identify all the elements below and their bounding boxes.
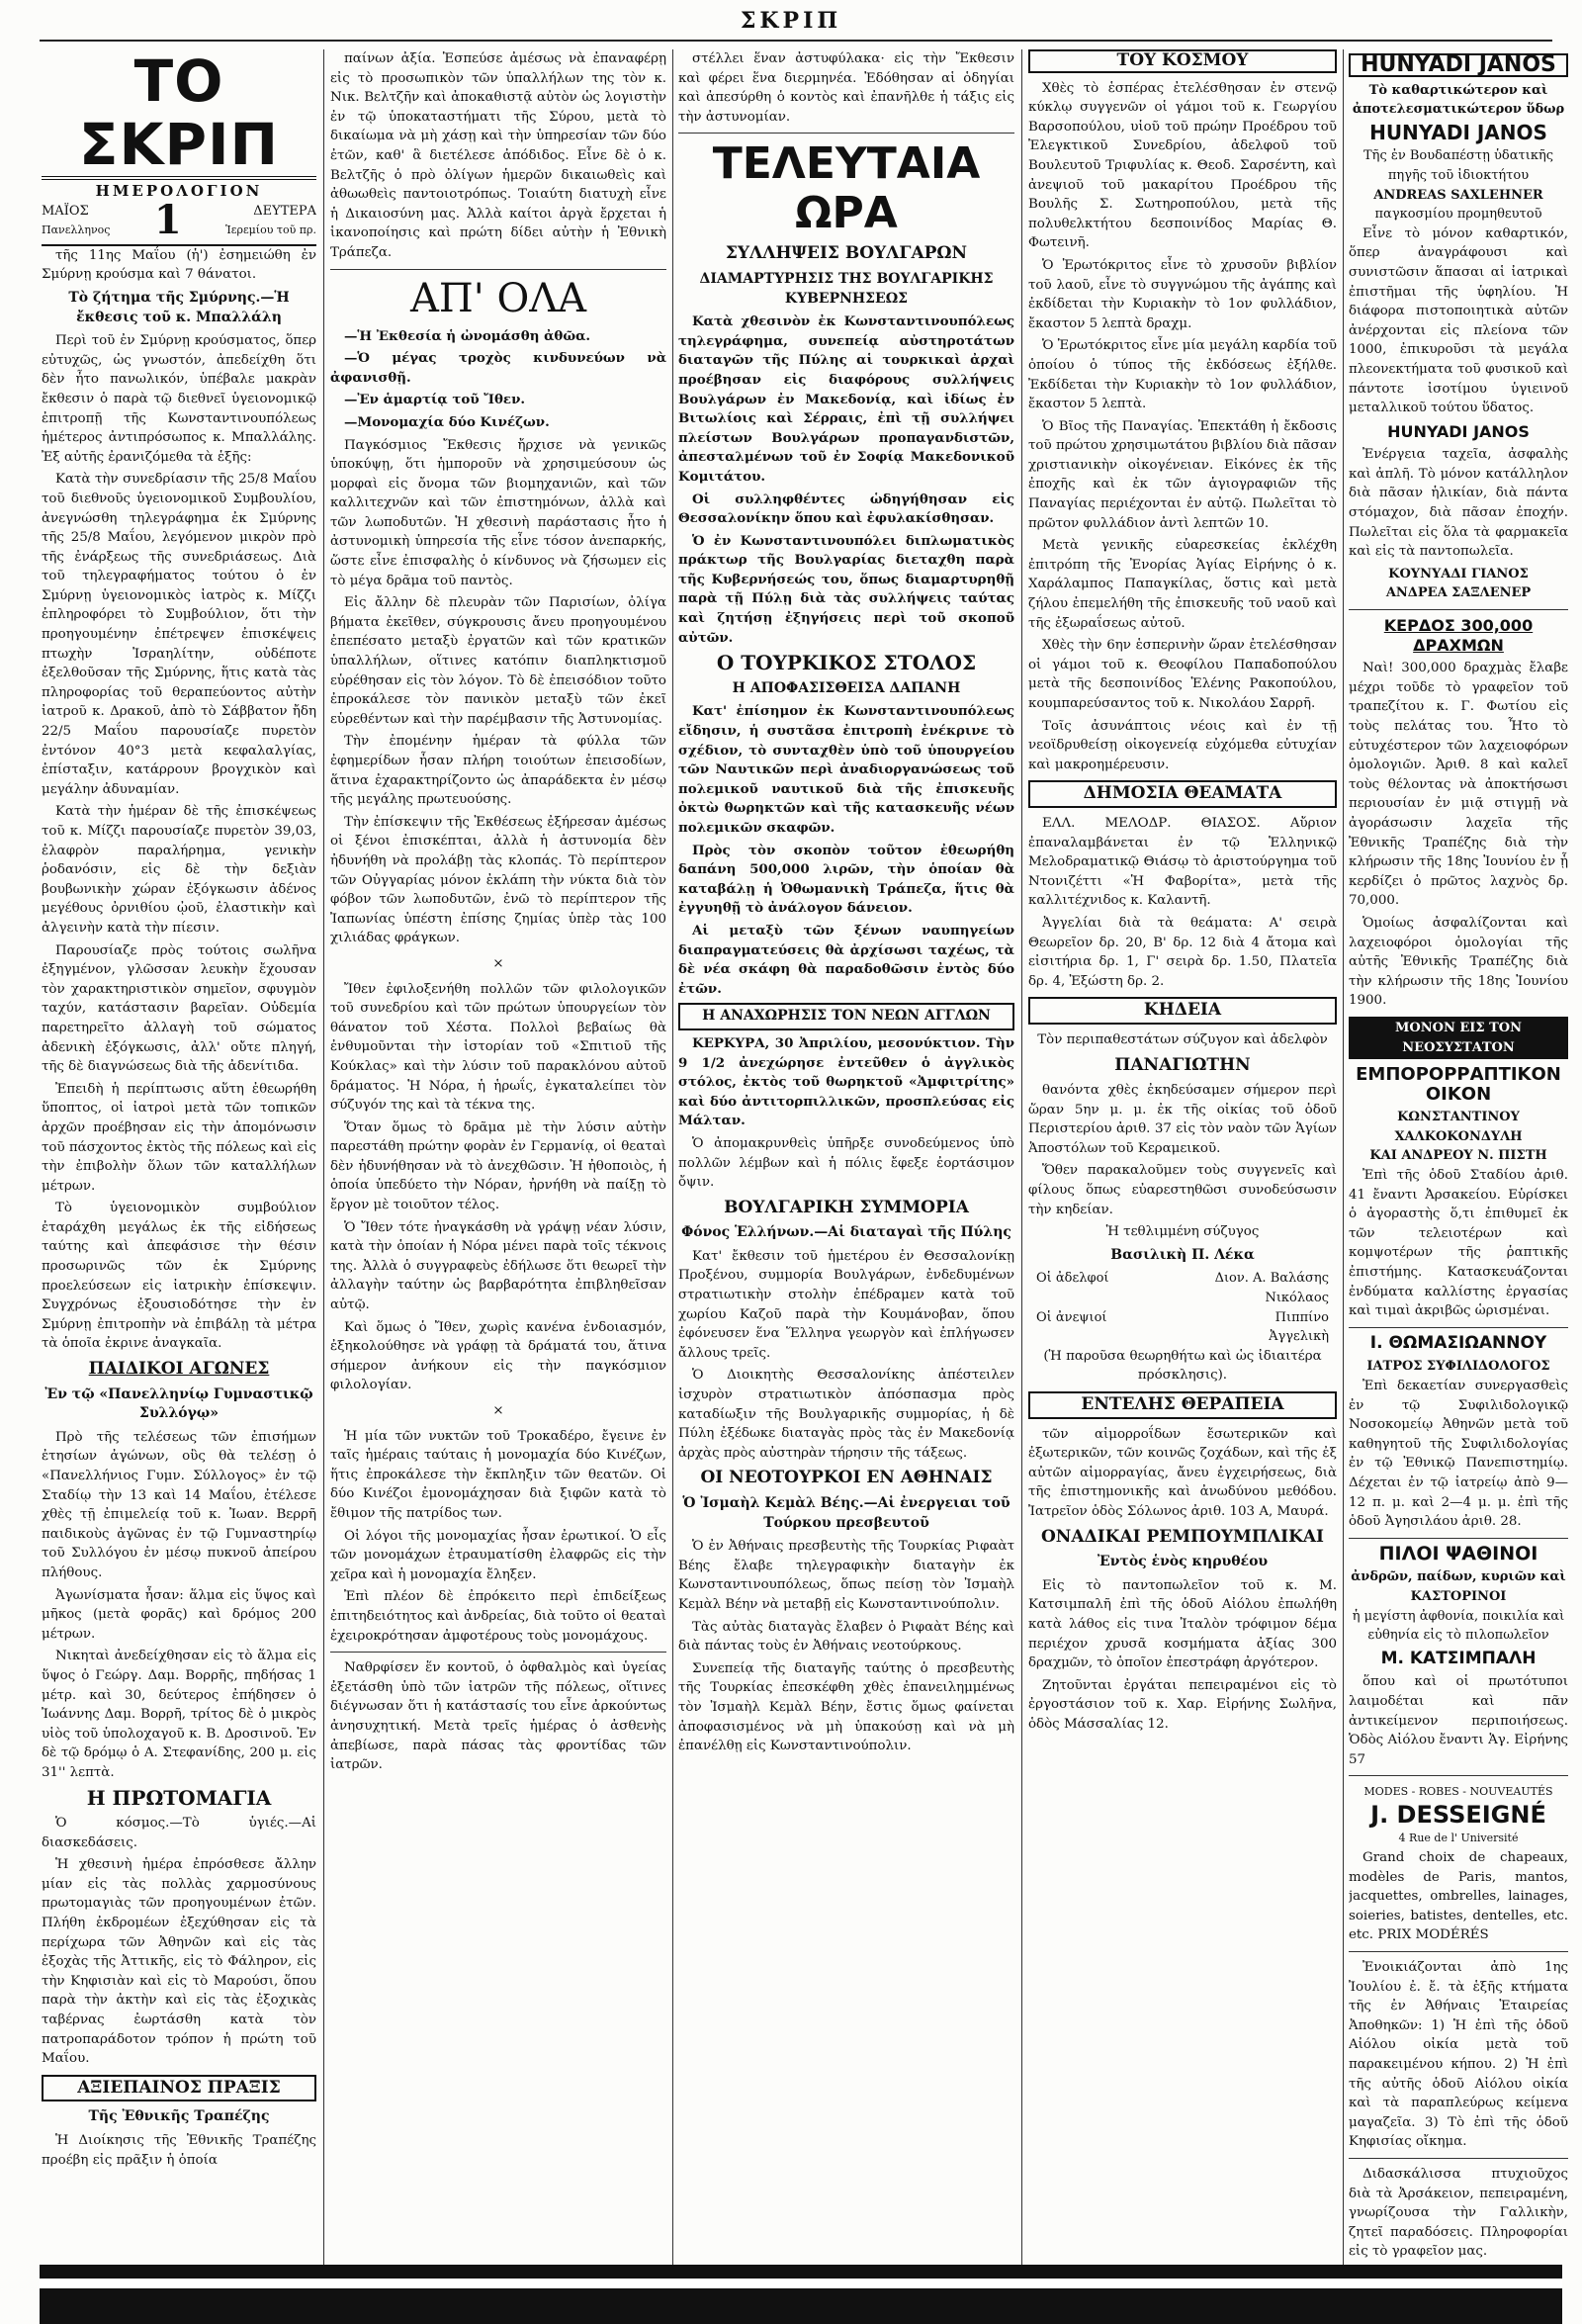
article-paragraph: Ναθρφίσεν ἕν κοντοῦ, ὁ ὀφθαλμὸς καὶ ὑγείας ἐξετάσθη ὑπὸ τῶν ἰατρῶν τῆς πόλεως, οἵτινες διέγνωσαν ὅτι ἡ κατάστασίς του εἶνε ἀρκούντως ἀνησυχητική. Μετὰ τρεῖς ἡμέρας ὁ ἀσθενὴς ἀπεβίωσε, παρὰ πάσας τὰς φροντίδας τῶν ἰατρῶν. <box>330 1660 666 1773</box>
article-heading: Τὸ ζήτημα τῆς Σμύρνης.—Ἡ ἔκθεσις τοῦ κ. Μπαλλάλη <box>68 289 290 325</box>
date-saint-right: Ἱερεμίου τοῦ πρ. <box>225 223 316 237</box>
ad-line: Τὸ καθαρτικώτερον καὶ ἀποτελεσματικώτερον ὕδωρ <box>1352 82 1565 118</box>
column-divider <box>323 49 324 2294</box>
signature-row <box>1028 1269 1337 1289</box>
article-paragraph: Παγκόσμιος Ἔκθεσις ἤρχισε νὰ γενικῶς ὑποκύψῃ, ὅτι ἡμποροῦν νὰ χρησιμεύσουν ὡς μορφαὶ εἰς ὄνομα τῶν βιομηχανιῶν, καὶ τῶν καλλιτεχνῶν καὶ τῶν ἐπιστημόνων, ἀλλὰ καὶ τῶν λωποδυτῶν. Ἡ χθεσινὴ παράστασις ἦτο ἡ ἀστυνομικὴ ὑπηρεσία τῆς εἶνε τόσον ἀνεπαρκής, ὥστε εἶνε ἐπισφαλὴς ὁ κίνδυνος νὰ ζήσωμεν εἰς τὸ μέγα δρᾶμα τοῦ παντὸς. <box>330 437 666 588</box>
signature-name: Ἀγγελικὴ <box>1269 1329 1329 1345</box>
obituary-line: Ἡ τεθλιμμένη σύζυγος <box>1105 1224 1260 1240</box>
summary-line: —Ὁ μέγας τροχὸς κινδυνεύων νὰ ἀφανισθῇ. <box>330 350 666 386</box>
article-paragraph: Χθὲς τὸ ἑσπέρας ἐτελέσθησαν ἐν στενῷ κύκλῳ συγγενῶν οἱ γάμοι τοῦ κ. Γεωργίου Βαρσοπούλου, υἱοῦ τοῦ πρώην Προέδρου τοῦ Ἐλεγκτικοῦ Συνεδρίου, ἀδελφοῦ τοῦ Βουλευτοῦ Τριφυλίας κ. Θεοδ. Σαρσέντη, καὶ ἀνεψιοῦ τοῦ μακαρίτου Προέδρου τῆς Βουλῆς Σ. Σωτηροπούλου, μετὰ τῆς πολυθελκτήτου δεσποινίδος Μαρίας Θ. Φωτεινῆ. <box>1028 80 1337 251</box>
signature-row <box>1028 1308 1337 1328</box>
section-heading: ΑΠ' ΟΛΑ <box>409 275 587 321</box>
signature-row <box>1028 1289 1337 1308</box>
ad-line: HUNYADI JANOS <box>1387 421 1530 441</box>
section-subheading: ΔΙΑΜΑΡΤΥΡΗΣΙΣ ΤΗΣ ΒΟΥΛΓΑΡΙΚΗΣ ΚΥΒΕΡΝΗΣΕΩΣ <box>699 270 994 307</box>
article-paragraph: Ἐπειδὴ ἡ περίπτωσις αὕτη ἐθεωρήθη ὕποπτος, οἱ ἰατροὶ μετὰ τῶν τοπικῶν ἀρχῶν προέβησαν εἰς τὴν ἀπομόνωσιν τοῦ πάσχοντος ἐκτὸς τῆς πόλεως καὶ εἰς τὴν ἐπιβολὴν ὅλων τῶν καταλλήλων μέτρων. <box>42 1081 316 1194</box>
article-paragraph: ΕΛΛ. ΜΕΛΟΔΡ. ΘΙΑΣΟΣ. Αὔριον ἐπαναλαμβάνεται ἐν τῷ Ἑλληνικῷ Μελοδραματικῷ Θιάσῳ τὸ ἀριστούργημα τοῦ Ντονιζέττι «Ἡ Φαβορίτα», μετὰ τῆς καλλιτέχνιδος κ. Καλαντῆ. <box>1028 815 1337 909</box>
ad-text: Διδασκάλισσα πτυχιοῦχος διὰ τὰ Ἀρσάκειον, πεπειραμένη, γνωρίζουσα τὴν Γαλλικὴν, ζητεῖ παραδόσεις. Πληροφορίαι εἰς τὸ γραφεῖον μας. <box>1349 2166 1568 2260</box>
article-paragraph: Ὅθεν παρακαλοῦμεν τοὺς συγγενεῖς καὶ φίλους ὅπως εὐαρεστηθῶσι συνοδεύσωσιν τὴν κηδείαν. <box>1028 1163 1337 1217</box>
signature-role: Οἱ ἀνεψιοί <box>1036 1309 1107 1325</box>
article-paragraph: στέλλει ἕναν ἀστυφύλακα· εἰς τὴν Ἔκθεσιν καὶ φέρει ἕνα διερμηνέα. Ἐδόθησαν αἱ ὁδηγίαι καὶ ἀπεσύρθη ὁ κοντὸς καὶ ἐπανῆλθε ἡ τάξις εἰς τὴν ἀστυνομίαν. <box>678 51 1014 125</box>
article-paragraph: Μετὰ γενικῆς εὐαρεσκείας ἐκλέχθη ἐπιτρόπη τῆς Ἐνορίας Ἁγίας Εἰρήνης ὁ κ. Χαράλαμπος Παπαγκίλας, ὅστις καὶ μετὰ ζήλου ἐπεμελήθη τῆς ἐπισκευῆς τοῦ ναοῦ καὶ τῆς ἐξωραΐσεως αὐτοῦ. <box>1028 538 1337 631</box>
article-paragraph: Τὰς αὐτὰς διαταγὰς ἔλαβεν ὁ Ριφαὰτ Βέης καὶ διὰ πάντας τοὺς ἐν Ἀθήναις νεοτούρκους. <box>678 1619 1014 1654</box>
article-paragraph: Παρουσίαζε πρὸς τούτοις σωλῆνα ἐξηγμένον, γλῶσσαν λευκὴν ἔχουσαν τὸν χαρακτηριστικὸν σημεῖον, σφυγμὸν ταχύν, κατάστασιν βαρεῖαν. Οὐδεμία παρετηρεῖτο ἀλλαγὴ τοῦ σώματος ἀδενικὴ ἐξόγκωσις, ἀλλ' οὔτε πληγή, τῆς δὲ διαγνώσεως διὰ τῆς ἀδενίτιδα. <box>42 942 316 1075</box>
date-weekday: ΔΕΥΤΕΡΑ <box>253 203 316 219</box>
section-subheading: Φόνος Ἑλλήνων.—Αἱ διαταγαὶ τῆς Πύλης <box>681 1224 1011 1241</box>
date-month: ΜΑΪΟΣ <box>42 203 89 219</box>
article-paragraph: Ὁ Ἐρωτόκριτος εἶνε μία μεγάλη καρδία τοῦ ὁποίου ὁ τύπος τῆς ἐκδόσεως ἐξήλθε. Ἐκδίδεται τὴν Κυριακὴν τὸ 1ον φυλλάδιον, ἔκαστον 5 λεπτὰ. <box>1028 338 1337 412</box>
section-heading: ΤΟΥ ΚΟΣΜΟΥ <box>1028 49 1337 73</box>
section-heading: ΔΗΜΟΣΙΑ ΘΕΑΜΑΤΑ <box>1028 780 1337 808</box>
divider <box>330 1652 666 1653</box>
obituary-name: ΠΑΝΑΓΙΩΤΗΝ <box>1114 1054 1251 1075</box>
divider <box>330 269 666 270</box>
top-rule <box>40 40 1552 42</box>
article-paragraph: Ὁ Ἴθεν τότε ἠναγκάσθη νὰ γράψῃ νέαν λύσιν, κατὰ τὴν ὁποίαν ἡ Νόρα μένει παρὰ τοῖς τέκνοις της. Ἀλλὰ ὁ συγγραφεὺς ἐδήλωσε ὅτι θεωρεῖ τὴν ἀλλαγὴν ταύτην ὡς βαρβαρότητα ἐπιβληθεῖσαν αὐτῷ. <box>330 1219 666 1313</box>
article-paragraph: θανόντα χθὲς ἐκηδεύσαμεν σήμερον περὶ ὥραν 5ην μ. μ. ἐκ τῆς οἰκίας τοῦ ὁδοῦ Περιστερίου ἀριθ. 37 εἰς τὸν ναὸν τῶν Ἁγίων Ἀποστόλων τοῦ Κεραμεικοῦ. <box>1028 1083 1337 1156</box>
section-subheading: Τῆς Ἐθνικῆς Τραπέζης <box>88 2108 270 2125</box>
article-paragraph: Τὴν ἐπίσκεψιν τῆς Ἐκθέσεως ἐξήρεσαν ἀμέσως οἱ ξένοι ἐπισκέπται, ἀλλὰ ἡ ἀστυνομία δὲν ἠδυνήθη νὰ προλάβῃ τὰς κλοπάς. Τὸ περίπτερον τῶν Οὐγγαρίας μόνον ἐκλάπη τὴν νύκτα διὰ τὸν φόβον τῶν λωποδυτῶν, ἐνῶ τὸ περίπτερον τῆς Ἰαπωνίας ὑπέστη ἐπίσης ζημίας ὑπὲρ τὰς 100 χιλιάδας φράγκων. <box>330 814 666 946</box>
column-4 <box>1028 49 1337 2294</box>
article-paragraph: Πρὸς τὸν σκοπὸν τοῦτον ἐθεωρήθη δαπάνη 500,000 λιρῶν, τὴν ὁποίαν θὰ καταβάλῃ ἡ Ὀθωμανικὴ Τράπεζα, ἥτις θὰ ἐγγυηθῇ τὸ ἀνάλογον δάνειον. <box>678 842 1014 917</box>
ad-line: Τῆς ἐν Βουδαπέστῃ ὑδατικῆς πηγῆς τοῦ ἰδιοκτήτου <box>1362 148 1554 183</box>
divider <box>1349 1951 1568 1952</box>
divider <box>1349 2158 1568 2159</box>
column-divider <box>1343 49 1344 2294</box>
ad-title: J. DESSEIGNÉ <box>1370 1800 1546 1829</box>
divider <box>1349 609 1568 610</box>
date-number: 1 <box>153 197 182 244</box>
article-paragraph: Ἐπὶ πλέον δὲ ἐπρόκειτο περὶ ἐπιδείξεως ἐπιτηδειότητος καὶ ἀνδρείας, διὰ τοῦτο οἱ θεαταὶ ἐχειροκρότησαν ἀμφοτέρους τοὺς μονομάχους. <box>330 1589 666 1644</box>
masthead-subtitle: ΗΜΕΡΟΛΟΓΙΟΝ <box>95 182 263 200</box>
ad-title: Ι. ΘΩΜΑΣΙΩΑΝΝΟΥ <box>1369 1332 1547 1353</box>
section-subheading: Ὁ Ἰσμαὴλ Κεμὰλ Βέης.—Αἱ ἐνεργειαι τοῦ Τούρκου πρεσβευτοῦ <box>682 1495 1011 1531</box>
ad-title: ΕΜΠΟΡΟΡΡΑΠΤΙΚΟΝ ΟΙΚΟΝ <box>1356 1064 1561 1105</box>
ad-text: Ἐνοικιάζονται ἀπὸ 1ης Ἰουλίου ἐ. ἔ. τὰ ἑξῆς κτήματα τῆς ἐν Ἀθήναις Ἑταιρείας Ἀποθηκῶν: 1) Ἡ ἐπὶ τῆς ὁδοῦ Αἰόλου οἰκία μετὰ τοῦ παρακειμένου κήπου. 2) Ἡ ἐπὶ τῆς αὐτῆς ὁδοῦ Αἰόλου οἰκία καὶ τὰ παραπλεύρως κείμενα μαγαζεῖα. 3) Τὸ ἐπὶ τῆς ὁδοῦ Κηφισίας οἴκημα. <box>1349 1960 1568 2150</box>
ad-banner: ΜΟΝΟΝ ΕΙΣ ΤΟΝ ΝΕΟΣΥΣΤΑΤΟΝ <box>1349 1017 1568 1059</box>
article-paragraph: Πρὸ τῆς τελέσεως τῶν ἐπισήμων ἐτησίων ἀγώνων, οὓς θὰ τελέσῃ ὁ «Πανελλήνιος Γυμν. Σύλλογος» ἐν τῷ Σταδίῳ τὴν 13 καὶ 14 Μαΐου, ἐτέλεσε χθὲς τῇ ἐπιμελείᾳ τοῦ κ. Ἰωαν. Βερρῆ παιδικοὺς ἀγῶνας ἐν τῷ Γυμναστηρίῳ τοῦ Συλλόγου ἐν μέσῳ πυκνοῦ ἀπείρου πλήθους. <box>42 1429 316 1580</box>
column-divider <box>1021 49 1022 2294</box>
section-subheading: Ἐντὸς ἑνὸς κηρυθέου <box>1097 1554 1269 1570</box>
section-heading: ΒΟΥΛΓΑΡΙΚΗ ΣΥΜΜΟΡΙΑ <box>724 1197 969 1217</box>
article-paragraph: Αἱ μεταξὺ τῶν ξένων ναυπηγείων διαπραγματεύσεις θὰ ἀρχίσωσι ταχέως, τὰ δὲ νέα σκάφη θὰ παραδοθῶσιν ἐντὸς δύο ἐτῶν. <box>678 922 1014 997</box>
ad-text: ὅπου καὶ οἱ πρωτότυποι λαιμοδέται καὶ πᾶν ἀντικείμενον περιποιήσεως. Ὁδὸς Αἰόλου ἔναντι Ἁγ. Εἰρήνης 57 <box>1349 1674 1568 1767</box>
ad-line: 4 Rue de l' Université <box>1398 1832 1519 1845</box>
article-paragraph: Ὅταν ὅμως τὸ δρᾶμα μὲ τὴν λύσιν αὐτὴν παρεστάθη πρώτην φορὰν ἐν Γερμανίᾳ, οἱ θεαταὶ δὲν ἠδυνήθησαν νὰ τὸ ἀνεχθῶσιν. Ἡ ἠθοποιὸς, ἡ ὁποία ὑπεδύετο τὴν Νόραν, ἠρνήθη νὰ παίξῃ τὸ ἔργον μὲ τοιοῦτον τέλος. <box>330 1119 666 1213</box>
newspaper-logo: ΤΟ ΣΚΡΙΠ <box>42 49 316 180</box>
ad-text: Ὁμοίως ἀσφαλίζονται καὶ λαχειοφόροι ὁμολογίαι τῆς αὐτῆς Ἐθνικῆς Τραπέζης διὰ τὴν κλήρωσιν τῆς 18ης Ἰουνίου 1900. <box>1349 915 1568 1009</box>
section-heading: ΚΗΔΕΙΑ <box>1028 997 1337 1025</box>
signature-name: Διον. Α. Βαλάσης <box>1214 1271 1329 1287</box>
obituary-signature: Βασιλικὴ Π. Λέκα <box>1110 1246 1255 1263</box>
article-paragraph: τῶν αἱμορροΐδων ἔσωτερικῶν καὶ ἐξωτερικῶν, τῶν κοινῶς ζοχάδων, καὶ τῆς ἐξ αὐτῶν αἱμορραγίας, ἄνευ ἐγχειρήσεως, διὰ τῆς ἐπιστημονικῆς καὶ ἀνωδύνου μεθόδου. Ἰατρεῖον ὁδὸς Σόλωνος ἀριθ. 103 Α, Μαυρά. <box>1028 1426 1337 1519</box>
article-paragraph: Ἴθεν ἐφιλοξενήθη πολλῶν τῶν φιλολογικῶν τοῦ συνεδρίου καὶ τῶν πρώτων ὑπουργείων τὸν θάνατον τοῦ Χέστα. Πολλοὶ βεβαίως θὰ ἐνθυμοῦνται τὴν ἱστορίαν τοῦ «Σπιτιοῦ τῆς Κούκλας» καὶ τὴν λύσιν τοῦ παρακλόνου αὐτοῦ δράματος. Ἡ Νόρα, ἡ ἡρωΐς, ἐγκαταλείπει τὸν σύζυγόν της καὶ τὰ τέκνα της. <box>330 981 666 1114</box>
article-paragraph: Ζητοῦνται ἐργάται πεπειραμένοι εἰς τὸ ἐργοστάσιον τοῦ κ. Χαρ. Εἰρήνης Σωλῆνα, ὁδὸς Μάσσαλίας 12. <box>1028 1677 1337 1732</box>
obituary-note: (Ἡ παροῦσα θεωρηθήτω καὶ ὡς ἰδιαιτέρα πρόσκλησις). <box>1043 1348 1322 1384</box>
ad-title: ΠΙΛΟΙ ΨΑΘΙΝΟΙ <box>1378 1542 1538 1564</box>
ad-line: ΑΝΔΡΕΑ ΣΑΞΛΕΝΕΡ <box>1385 585 1532 601</box>
obituary-line: Τὸν περιπαθεστάτων σύζυγον καὶ ἀδελφὸν <box>1037 1031 1328 1047</box>
ad-title: ΚΕΡΔΟΣ 300,000 ΔΡΑΧΜΩΝ <box>1383 616 1534 655</box>
column-1 <box>42 49 316 2294</box>
article-paragraph: Ὁ Βῖος τῆς Παναγίας. Ἐπεκτάθη ἡ ἔκδοσις τοῦ πρώτου χρησιμωτάτου βιβλίου διὰ πᾶσαν χριστιανικὴν οἰκογένειαν. Εἰκόνες ἐκ τῆς ἐποχῆς καὶ ἐκ τῶν ἁγιογραφιῶν τῆς Παναγίας περιέχονται ἐν αὐτῷ. Πωλεῖται τὸ πρῶτον φυλλάδιον ἀντὶ λεπτῶν 10. <box>1028 418 1337 531</box>
ad-title: HUNYADI JANOS <box>1349 53 1568 77</box>
article-paragraph: Νικηταὶ ἀνεδείχθησαν εἰς τὸ ἅλμα εἰς ὕψος ὁ Γεώργ. Δαμ. Βορρῆς, πηδήσας 1 μέτρ. καὶ 30, δεύτερος ἐπήδησεν ὁ Ἰωάννης Δαμ. Βορρῆ, τρίτος δὲ ὁ μικρὸς υἱὸς τοῦ ὑπολοχαγοῦ κ. Β. Δροσινοῦ. Ἐν δὲ τῷ δρόμῳ ὁ Α. Στεφανίδης, 200 μ. εἰς 31'' λεπτὰ. <box>42 1649 316 1780</box>
ad-text: Ἐπὶ τῆς ὁδοῦ Σταδίου ἀριθ. 41 ἔναντι Ἀρσακείου. Εὑρίσκει ὁ ἀγοραστὴς ὅ,τι ἐπιθυμεῖ ἐκ τῶν τελειοτέρων καὶ κομψοτέρων τῆς ῥαπτικῆς ἐπιστήμης. Κατασκευάζονται ἐνδύματα καλλίστης ἐργασίας καὶ τιμαὶ ἀκριβῶς ὡρισμέναι. <box>1349 1168 1568 1319</box>
bottom-border <box>40 2265 1562 2324</box>
ad-line: HUNYADI JANOS <box>1369 120 1547 144</box>
ad-line: ἀνδρῶν, παίδων, κυριῶν καὶ ΚΑΣΤΟΡΙΝΟΙ <box>1351 1569 1566 1604</box>
article-paragraph: Κατὰ τὴν ἡμέραν δὲ τῆς ἐπισκέψεως τοῦ κ. Μίζζι παρουσίαζε πυρετὸν 39,03, ἐλαφρὸν παραλήρημα, γενικὴν ῥοδανόσιν, εἰς δὲ τὴν δεξιὰν βουβωνικὴν χώραν ἐξόγκωσιν ἀδένος μεγέθους ὀρνιθίου ᾠοῦ, ἐλαστικὴν καὶ ἀλγεινὴν κατὰ τὴν πίεσιν. <box>42 804 316 936</box>
column-divider <box>672 49 673 2294</box>
date-saint-left: Πανελληνος <box>42 223 111 237</box>
divider <box>1349 1538 1568 1539</box>
ad-line: παγκοσμίου προμηθευτοῦ <box>1374 207 1542 223</box>
signature-role: Οἱ ἀδελφοί <box>1036 1271 1109 1287</box>
article-paragraph: Τὸ ὑγειονομικὸν συμβούλιον ἐταράχθη μεγάλως ἐκ τῆς εἰδήσεως ταύτης καὶ ἀπεφάσισε τὴν θέσιν προσωρινῶς τῶν ἐκ Σμύρνης προελεύσεων εἰς ἰατρικὴν ἐπίσκεψιν. Συγχρόνως ἐξουσιοδότησε τὴν ἐν Σμύρνῃ ἐπιτροπὴν νὰ ἐπιβάλῃ τὰ μέτρα τὰ ὁποῖα ἐκρινε ἀναγκαῖα. <box>42 1201 316 1352</box>
page-header: ΣΚΡΙΠ <box>740 8 842 34</box>
section-heading: ΣΥΛΛΗΨΕΙΣ ΒΟΥΛΓΑΡΩΝ <box>725 243 968 264</box>
section-heading: ΟΙ ΝΕΟΤΟΥΡΚΟΙ ΕΝ ΑΘΗΝΑΙΣ <box>700 1468 993 1488</box>
ad-line: ἡ μεγίστη ἀφθονία, ποικιλία καὶ εὐθηνία εἰς τὸ πιλοπωλεῖον <box>1352 1608 1565 1644</box>
article-paragraph: παίνων ἀξία. Ἐσπεύσε ἀμέσως νὰ ἐπαναφέρῃ εἰς τὸ προσωπικὸν τῶν ὑπαλλήλων της τὸν κ. Νικ. Βελτζῆν καὶ ἀποκαθιστᾷ αὐτὸν ὡς λογιστὴν ἐν τῷ ὑποκαταστήματι τῆς Σύρου, μετὰ τὸ δικαίωμα νὰ μὴ χάσῃ καὶ τὴν ὑπηρεσίαν τῶν δύο ἐτῶν, καθ' ἃ διετέλεσε ἀπόδιδος. Εἶνε δὲ ὁ κ. Βελτζῆς ὁ πρὸ ὀλίγων ἡμερῶν δικαιωθεὶς καὶ ἀθωωθεὶς παντοιοτρόπως. Τοιαύτη διατυχὴ εἶνε ἡ Δικαιοσύνη μας. Ἀλλὰ καίτοι ἀργὰ ἔρχεται ἡ ἱκανοποίησις καὶ πρώτη δίδει αὐτὴν ἡ Ἐθνικὴ Τράπεζα. <box>330 51 666 260</box>
article-paragraph: Εἰς τὸ παντοπωλεῖον τοῦ κ. Μ. Κατσιμπαλῆ ἐπὶ τῆς ὁδοῦ Αἰόλου ἐπωλήθη κατὰ λάθος εἰς τινα Ἰταλὸν τρόφιμον δέμα περιέχον χρυσᾶ κοσμήματα ἀξίας 300 δραχμῶν, τὸ ὁποῖον ἐπεστράφη ἀργότερον. <box>1028 1577 1337 1671</box>
article-paragraph: Καὶ ὅμως ὁ Ἴθεν, χωρὶς κανένα ἐνδοιασμόν, ἐξηκολούθησε νὰ γράφῃ τὰ δράματά του, ἅτινα σήμερον ἀνήκουν εἰς τὴν παγκόσμιον φιλολογίαν. <box>330 1319 666 1393</box>
article-paragraph: Τοῖς ἀσυνάπτοις νέοις καὶ ἐν τῇ νεοϊδρυθείσῃ οἰκογενείᾳ εὐχόμεθα εὐτυχίαν καὶ μακροημέρευσιν. <box>1028 718 1337 772</box>
ad-line: ΙΑΤΡΟΣ ΣΥΦΙΛΙΔΟΛΟΓΟΣ <box>1366 1359 1550 1375</box>
article-paragraph: Ὁ κόσμος.—Τὸ ὑγιές.—Αἱ διασκεδάσεις. <box>42 1816 316 1850</box>
article-paragraph: Κατ' ἔκθεσιν τοῦ ἡμετέρου ἐν Θεσσαλονίκῃ Προξένου, συμμορία Βουλγάρων, ἐνδεδυμένων στρατιωτικὴν στολὴν ἐπέδραμεν κατὰ τοῦ χωρίου Καζοῦ παρὰ τὴν Κουμάνοβαν, ὅπου ἐφόνευσεν ἕνα Ἕλληνα γεωργὸν καὶ ἐπλήγωσεν ἄλλους τρεῖς. <box>678 1248 1014 1361</box>
divider <box>678 133 1014 134</box>
article-paragraph: Οἱ λόγοι τῆς μονομαχίας ἦσαν ἐρωτικοί. Ὁ εἷς τῶν μονομάχων ἐτραυματίσθη ἐλαφρῶς εἰς τὴν χεῖρα καὶ ἡ μονομαχία ἔληξεν. <box>330 1528 666 1582</box>
article-paragraph: Ἀγωνίσματα ἦσαν: ἅλμα εἰς ὕψος καὶ μῆκος (μετὰ φορᾶς) καὶ δρόμος 200 μέτρων. <box>42 1587 316 1642</box>
article-paragraph: Ἡ Διοίκησις τῆς Ἐθνικῆς Τραπέζης προέβη εἰς πρᾶξιν ἡ ὁποία <box>42 2133 316 2168</box>
article-paragraph: Τὴν ἐπομένην ἡμέραν τὰ φύλλα τῶν ἐφημερίδων ἦσαν πλήρη τοιούτων ἐπεισοδίων, ἅτινα ἐχαρακτηρίζοντο ὡς ἀπαράδεκτα ἐν μέσῳ τῆς μεγάλης πρωτευούσης. <box>330 734 666 808</box>
summary-line: —Ἡ Ἐκθεσία ἡ ὠνομάσθη ἀθῶα. <box>344 327 591 344</box>
ad-line: ΚΟΥΝΥΑΔΙ ΓΙΑΝΟΣ <box>1388 566 1529 581</box>
article-paragraph: Κατὰ χθεσινὸν ἐκ Κωνσταντινουπόλεως τηλεγράφημα, συνεπείᾳ αὐστηροτάτων διαταγῶν τῆς Πύλης αἱ τουρκικαὶ ἀρχαὶ προέβησαν εἰς διαφόρους συλλήψεις Βουλγάρων ἐν Μακεδονίᾳ, καὶ ἰδίως ἐν Βιτωλίοις καὶ Σέρραις, ἐπὶ τῇ συλλήψει πλείστων Βουλγάρων προπαγανδιστῶν, ἀπεσταλμένων τοῦ ἐν Σοφίᾳ Μακεδονικοῦ Κομιτάτου. <box>678 313 1014 485</box>
section-heading: ΠΑΙΔΙΚΟΙ ΑΓΩΝΕΣ <box>88 1359 270 1380</box>
signature-name: Πιππίνο <box>1274 1309 1329 1325</box>
article-paragraph: Εἰς ἄλλην δὲ πλευρὰν τῶν Παρισίων, ὀλίγα βήματα ἐκεῖθεν, σύγκρουσις ἄνευ προηγουμένου ἐπεπέσατο μεταξὺ ἐργατῶν καὶ τῶν κρατικῶν ὑπαλλήλων, οἵτινες κατόπιν διαπληκτισμοῦ εὑρέθησαν εἰς τὸν λόγον. Τὸ δὲ ἐπεισόδιον τοῦτο ἐπροκάλεσε τὸν πανικὸν μεταξὺ τῶν ἐκεῖ εὑρεθέντων καὶ τὴν παρέμβασιν τῆς Ἀστυνομίας. <box>330 595 666 727</box>
article-paragraph: Κατ' ἐπίσημον ἐκ Κωνσταντινουπόλεως εἴδησιν, ἡ συστᾶσα ἐπιτροπὴ ἐνέκρινε τὸ σχέδιον, τὸ συνταχθὲν ὑπὸ τοῦ ὑπουργείου τῶν Ναυτικῶν περὶ ἀναδιοργανώσεως τοῦ πολεμικοῦ ναυτικοῦ διὰ τῆς ἐπισκευῆς ὀκτὼ θωρηκτῶν καὶ τῆς κατασκευῆς νέων πολεμικῶν σκαφῶν. <box>678 703 1014 836</box>
ad-line: MODES - ROBES - NOUVEAUTÉS <box>1363 1785 1553 1799</box>
article-paragraph: Ὁ Ἐρωτόκριτος εἶνε τὸ χρυσοῦν βιβλίον τοῦ λαοῦ, εἶνε τὸ συγγνώμου τῆς ἀγάπης καὶ ἐκδίδεται τὴν Κυριακὴν τὸ 1ον φυλλάδιον, ἔκαστον 5 λεπτὰ δραχμ. <box>1028 257 1337 331</box>
article-paragraph: Χθὲς τὴν 6ην ἑσπερινὴν ὥραν ἐτελέσθησαν οἱ γάμοι τοῦ κ. Θεοφίλου Παπαδοπούλου μετὰ τῆς δεσποινίδος Ἑλένης Ρακοπούλου, κουμπαρεύσαντος τοῦ κ. Νικολάου Σαρρῆ. <box>1028 638 1337 711</box>
section-heading: ΟΝΑΔΙΚΑΙ ΡΕΜΠΟΥΜΠΛΙΚΑΙ <box>1040 1526 1324 1547</box>
section-subheading: Η ΑΠΟΦΑΣΙΣΘΕΙΣΑ ΔΑΠΑΝΗ <box>732 679 961 696</box>
ad-title: Μ. ΚΑΤΣΙΜΠΑΛΗ <box>1380 1648 1537 1668</box>
signature-name: Νικόλαος <box>1265 1291 1329 1306</box>
ad-text: Εἶνε τὸ μόνον καθαρτικόν, ὅπερ ἀναγράφουσι καὶ συνιστῶσιν ἅπασαι αἱ ἰατρικαὶ ἐπιστῆμαι τῆς ὑφηλίου. Ἡ διάφορα πιστοποιητικὰ αὐτῶν ἀνέρχονται εἰς πλείονα τῶν 1000, ἐπικυροῦσι τὰ μεγάλα πλεονεκτήματα τοῦ φυσικοῦ καὶ πάντοτε ἰσοτίμου ὑγιεινοῦ μεταλλικοῦ τούτου ὕδατος. <box>1349 225 1568 416</box>
ad-text: Ναὶ! 300,000 δραχμὰς ἔλαβε μέχρι τοῦδε τὸ γραφεῖον τοῦ τραπεζίτου κ. Γ. Φωτίου εἰς τοὺς πελάτας του. Ἦτο τὸ εὐτυχέστερον τῶν λαχειοφόρων ὁμολογιῶν. Ἀριθ. 8 καὶ καλεῖ τοὺς θέλοντας νὰ ἀποκτήσωσι περιουσίαν ἐν μιᾷ στιγμῇ νὰ ἀγοράσωσιν λαχεῖα τῆς Ἐθνικῆς Τραπέζης διὰ τὴν κλήρωσιν τῆς 18ης Ἰουνίου ἐν ᾗ κερδίζει ὁ πρῶτος λαχνὸς δρ. 70,000. <box>1349 661 1568 909</box>
article-paragraph: Ἡ μία τῶν νυκτῶν τοῦ Τροκαδέρο, ἔγεινε ἐν ταῖς ἡμέραις ταύταις ἡ μονομαχία δύο Κινέζων, ἥτις ἐπροκάλεσε τὴν ἔκπληξιν τῶν θεατῶν. Οἱ δύο Κινέζοι ἐμονομάχησαν διὰ ξιφῶν κατὰ τὸ ἔθιμον τῆς πατρίδος των. <box>330 1428 666 1521</box>
signature-row <box>1028 1327 1337 1347</box>
article-paragraph: Περὶ τοῦ ἐν Σμύρνῃ κρούσματος, ὅπερ εὐτυχῶς, ὡς γνωστόν, ἀπεδείχθη ὅτι δὲν ἦτο πανωλικόν, ὑπέβαλε μακρὰν ἔκθεσιν ὁ παρὰ τῷ διεθνεῖ ὑγειονομικῷ ἐπιτροπῇ τῆς Κωνσταντινουπόλεως ἡμέτερος ἀντιπρόσωπος κ. Μπαλλάλης. Ἐξ αὐτῆς ἐρανιζόμεθα τὰ ἑξῆς: <box>42 333 316 465</box>
article-paragraph: Ὁ Διοικητὴς Θεσσαλονίκης ἀπέστειλεν ἰσχυρὸν στρατιωτικὸν ἀπόσπασμα πρὸς καταδίωξιν τῆς Βουλγαρικῆς συμμορίας, ἡ δὲ Πύλη ἐξέδωκε διαταγὰς πρὸς τὰς ἐν Μακεδονίᾳ ἀρχὰς πρὸς αὐστηρὰν τήρησιν τῆς τάξεως. <box>678 1368 1014 1461</box>
ad-line: ΚΑΙ ΑΝΔΡΕΟΥ Ν. ΠΙΣΤΗ <box>1369 1148 1547 1164</box>
divider <box>1349 1775 1568 1776</box>
article-paragraph: Ὁ ἐν Κωνσταντινουπόλει διπλωματικὸς πράκτωρ τῆς Βουλγαρίας διεταχθη παρὰ τῆς Κυβερνήσεώς του, ὅπως διαμαρτυρηθῇ παρὰ τῇ Πύλῃ διὰ τὰς συλλήψεις ταύτας καὶ ζητήσῃ ἐξηγήσεις περὶ τοῦ σκοποῦ αὐτῶν. <box>678 532 1014 646</box>
article-paragraph: Συνεπείᾳ τῆς διαταγῆς ταύτης ὁ πρεσβευτὴς τῆς Τουρκίας ἐπεσκέφθη χθὲς ἐπανειλημμένως τὸν Ἰσμαὴλ Κεμὰλ Βέην, ἔστις ὅμως φαίνεται ἀποφασισμένος νὰ μὴ ὑπακούσῃ καὶ νὰ μὴ ἐπανέλθῃ εἰς Κωνσταντινούπολιν. <box>678 1660 1014 1754</box>
article-paragraph: Κατὰ τὴν συνεδρίασιν τῆς 25/8 Μαΐου τοῦ διεθνοῦς ὑγειονομικοῦ Συμβουλίου, ἀνεγνώσθη τηλεγράφημα ἐκ Σμύρνης τῆς 25/8 Μαΐου, λεγόμενον μικρὸν πρὸ τῆς ἐνάρξεως τῆς συνεδριάσεως. Διὰ τοῦ τηλεγραφήματος τούτου ὁ ἐν Σμύρνῃ ὑγειονομικὸς ἰατρὸς κ. Μίζζι ἐπληροφόρει τὸ Συμβούλιον, ὅτι τὴν προηγουμένην ἐπέτρεψεν ἐπισκέψεις πτωχὴν Ἰσραηλίτην, οὐδέποτε ἐξελθοῦσαν τῆς Σμύρνης, ἥτις κατὰ τὰς πληροφορίας τοῦ θεραπεύοντος αὐτὴν ἰατροῦ κ. Δρακοῦ, ἀπὸ τὸ Σάββατον ἤδη 22/5 Μαΐου παρουσίαζε πυρετὸν ἐντόνον 40°3 μετὰ κεφαλαλγίας, ἐπίσταξιν, κατάρρουν βρογχικὸν καὶ μεγάλην ἀδυναμίαν. <box>42 472 316 797</box>
banner-heading: ΤΕΛΕΥΤΑΙΑ ΩΡΑ <box>712 138 981 239</box>
ad-line: ANDREAS SAXLEHNER <box>1373 187 1543 203</box>
dateline <box>42 197 316 246</box>
article-paragraph: Ἡ χθεσινὴ ἡμέρα ἐπρόσθεσε ἄλλην μίαν εἰς τὰς πολλὰς χαρμοσύνους πρωτομαγιὰς τῶν προηγουμένων ἐτῶν. Πλήθη ἐκδρομέων ἐξεχύθησαν εἰς τὰ περίχωρα τῶν Ἀθηνῶν καὶ εἰς τὰς ἐξοχὰς τῆς Ἀττικῆς, εἰς τὸ Φάληρον, εἰς τὴν Κηφισιὰν καὶ εἰς τὸ Μαρούσι, ὅπου παρὰ τὴν ἀκτὴν καὶ εἰς τὰς ἐξοχικὰς ταβέρνας ἐωρτάσθη κατὰ τὸν πατροπαράδοτον τρόπον ἡ πρώτη τοῦ Μαΐου. <box>42 1857 316 2067</box>
article-paragraph: Ὁ ἀπομακρυνθεὶς ὑπῆρξε συνοδεύμενος ὑπὸ πολλῶν λέμβων καὶ ἡ πόλις ἔφεξε ἐορτάσιμον ὄψιν. <box>678 1135 1014 1191</box>
article-paragraph: ΚΕΡΚΥΡΑ, 30 Ἀπριλίου, μεσονύκτιον. Τὴν 9 1/2 ἀνεχώρησε ἐντεῦθεν ὁ ἀγγλικὸς στόλος, ἐκτὸς τοῦ θωρηκτοῦ «Ἀμφιτρίτης» καὶ δύο ἀντιτορπιλλικῶν, προσπλεύσας εἰς Μάλταν. <box>678 1034 1014 1129</box>
section-heading: Ο ΤΟΥΡΚΙΚΟΣ ΣΤΟΛΟΣ <box>716 651 977 675</box>
intro-text: τῆς 11ης Μαΐου (ἡ') ἐσημειώθη ἐν Σμύρνῃ κρούσμα καὶ 7 θάνατοι. <box>42 247 316 283</box>
ad-text: Ἐπὶ δεκαετίαν συνεργασθεὶς ἐν τῷ Συφιλιδολογικῷ Νοσοκομείῳ Ἀθηνῶν μετὰ τοῦ καθηγητοῦ τῆς Συφιλιδολογίας ἐν τῷ Ἐθνικῷ Πανεπιστημίῳ. Δέχεται ἐν τῷ ἰατρείῳ ἀπὸ 9—12 π. μ. καὶ 2—4 μ. μ. ἐπὶ τῆς ὁδοῦ Ἀγησιλάου ἀριθ. 28. <box>1349 1379 1568 1530</box>
section-separator: × <box>492 1403 504 1418</box>
section-heading: Η ΠΡΩΤΟΜΑΓΙΑ <box>86 1785 272 1810</box>
section-heading: ΑΞΙΕΠΑΙΝΟΣ ΠΡΑΞΙΣ <box>42 2075 316 2102</box>
divider <box>1349 1327 1568 1328</box>
bottom-border-gap <box>40 2279 1562 2288</box>
summary-line: —Μονομαχία δύο Κινέζων. <box>344 413 550 430</box>
article-paragraph: Ἀγγελίαι διὰ τὰ θεάματα: Α' σειρὰ Θεωρεῖον δρ. 20, Β' δρ. 12 διὰ 4 ἄτομα καὶ εἰσιτήρια δρ. 1, Γ' σειρὰ δρ. 1.50, Πλατεῖα δρ. 4, Ἐξώστη δρ. 2. <box>1028 915 1337 989</box>
summary-line: —Ἐν ἁμαρτίᾳ τοῦ Ἴθεν. <box>344 392 526 408</box>
ad-text: Grand choix de chapeaux, modèles de Paris, mantos, jacquettes, ombrelles, lainages, soieries, batistes, dentelles, etc. etc. PRIX MODÉRÉS <box>1349 1850 1568 1943</box>
ad-text: Ἐνέργεια ταχεῖα, ἀσφαλὴς καὶ ἀπλῆ. Τὸ μόνον κατάλληλον διὰ πᾶσαν ἡλικίαν, διὰ πάντα στόμαχον, διὰ πᾶσαν ἐποχήν. Πωλεῖται εἰς ὅλα τὰ φαρμακεῖα καὶ εἰς τὰ παντοπωλεῖα. <box>1349 447 1568 560</box>
section-separator: × <box>492 955 504 971</box>
column-3 <box>678 49 1014 2294</box>
column-5-ads <box>1349 49 1568 2294</box>
article-paragraph: Οἱ συλληφθέντες ὡδηγήθησαν εἰς Θεσσαλονίκην ὅπου καὶ ἐφυλακίσθησαν. <box>678 491 1014 527</box>
article-paragraph: Ὁ ἐν Ἀθήναις πρεσβευτὴς τῆς Τουρκίας Ριφαὰτ Βέης ἔλαβε τηλεγραφικὴν διαταγὴν ἐκ Κωνσταντινουπόλεως, ὅπως πείσῃ τὸν Ἰσμαὴλ Κεμὰλ Βέην νὰ μεταβῇ εἰς Κωνσταντινούπολιν. <box>678 1539 1014 1612</box>
section-heading: ΕΝΤΕΛΗΣ ΘΕΡΑΠΕΙΑ <box>1028 1391 1337 1419</box>
section-subheading: Ἐν τῷ «Πανελληνίῳ Γυμναστικῷ Συλλόγῳ» <box>44 1385 313 1422</box>
column-2 <box>330 49 666 2294</box>
section-heading: Η ΑΝΑΧΩΡΗΣΙΣ ΤΟΝ ΝΕΩΝ ΑΓΓΛΩΝ <box>678 1003 1014 1030</box>
ad-line: ΚΩΝΣΤΑΝΤΙΝΟΥ ΧΑΛΚΟΚΟΝΔΥΛΗ <box>1394 1110 1523 1144</box>
